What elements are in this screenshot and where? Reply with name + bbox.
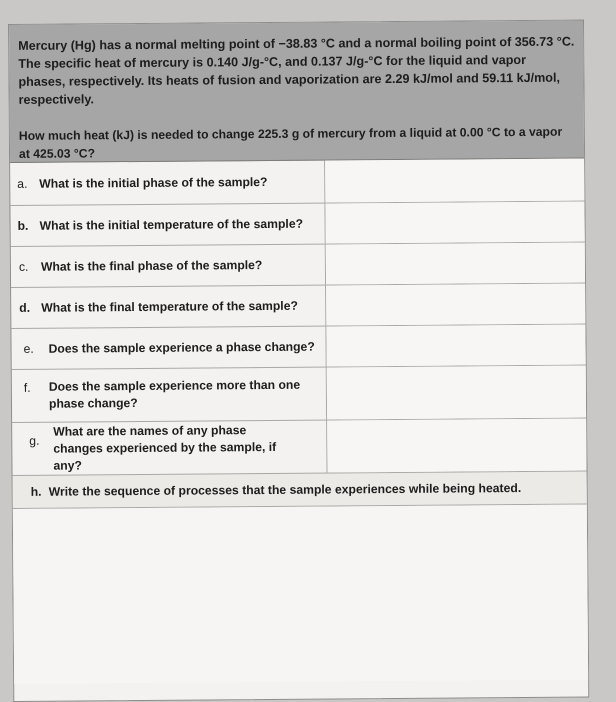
table-row-c bbox=[11, 242, 585, 288]
question-cell-f bbox=[12, 368, 327, 422]
question-cell-e bbox=[11, 327, 326, 369]
question-cell-g bbox=[12, 421, 327, 475]
table-row-g bbox=[12, 418, 586, 476]
table-row-a bbox=[10, 158, 584, 206]
answer-cell-b[interactable] bbox=[325, 201, 584, 243]
item-letter-a: a. bbox=[17, 176, 28, 191]
question-cell-c bbox=[11, 245, 326, 287]
item-letter-b: b. bbox=[17, 218, 29, 233]
answer-cell-d[interactable] bbox=[326, 283, 585, 325]
item-text-a: What is the initial phase of the sample? bbox=[39, 174, 268, 191]
item-letter-f: f. bbox=[23, 380, 31, 395]
table-row-h bbox=[13, 471, 587, 509]
problem-intro: Mercury (Hg) has a normal melting point of −38.83 °C and a normal boiling point of 356.73 °C. The specific heat of mercury is 0.140 J/g-°C, and 0.137 J/g-°C for the liquid and vapor phases, respectively. Its heats of fusion and vaporization are 2.29 kJ/mol and 59.11 kJ/mol, respectively. bbox=[18, 34, 575, 107]
answer-cell-f[interactable] bbox=[327, 365, 586, 419]
question-cell-b bbox=[10, 204, 325, 246]
item-text-f: Does the sample experience more than one phase change? bbox=[48, 377, 301, 411]
problem-header bbox=[9, 20, 584, 163]
item-letter-g: g. bbox=[29, 433, 40, 448]
table-row-f bbox=[12, 365, 586, 423]
item-text-h: Write the sequence of processes that the sample experiences while being heated. bbox=[48, 480, 522, 499]
item-text-d: What is the final temperature of the sample? bbox=[41, 298, 298, 315]
item-letter-h: h. bbox=[30, 484, 42, 499]
answer-cell-a[interactable] bbox=[325, 158, 584, 202]
table-row-e bbox=[11, 324, 585, 370]
table-row-b bbox=[10, 201, 584, 247]
question-cell-d bbox=[11, 286, 326, 328]
item-text-b: What is the initial temperature of the sample? bbox=[39, 216, 304, 233]
item-text-c: What is the final phase of the sample? bbox=[40, 257, 263, 274]
answer-area-h[interactable] bbox=[13, 504, 588, 684]
answer-cell-c[interactable] bbox=[326, 242, 585, 284]
question-cell-a bbox=[10, 161, 325, 205]
item-letter-c: c. bbox=[18, 259, 29, 274]
item-text-g: What are the names of any phase changes experienced by the sample, if any? bbox=[53, 422, 277, 473]
answer-cell-g[interactable] bbox=[327, 418, 586, 472]
item-text-e: Does the sample experience a phase change? bbox=[48, 339, 315, 356]
answer-cell-e[interactable] bbox=[326, 324, 585, 366]
table-row-d bbox=[11, 283, 585, 329]
item-letter-d: d. bbox=[19, 300, 31, 315]
item-letter-e: e. bbox=[23, 341, 34, 356]
problem-question: How much heat (kJ) is needed to change 225.3 g of mercury from a liquid at 0.00 °C to a vapor at 425.03 °C? bbox=[18, 124, 563, 161]
worksheet bbox=[8, 19, 589, 702]
